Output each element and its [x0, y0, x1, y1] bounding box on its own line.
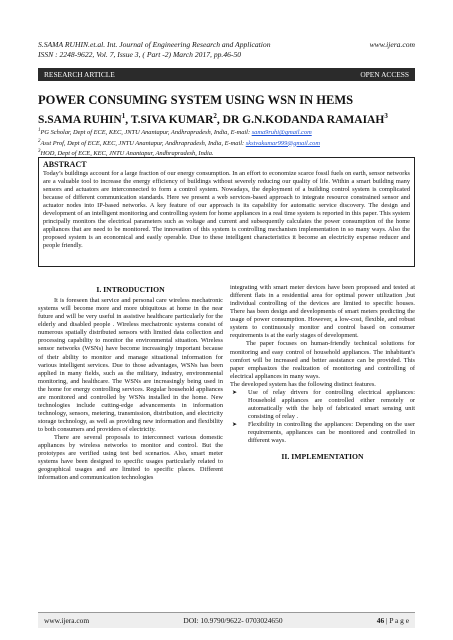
footer-site[interactable]: www.ijera.com [44, 616, 90, 625]
introduction-heading: I. INTRODUCTION [96, 285, 165, 294]
author-sup: 3 [384, 112, 388, 120]
feature-list [230, 389, 415, 445]
implementation-heading: II. IMPLEMENTATION [281, 452, 364, 462]
author-sup: 1 [121, 112, 126, 120]
page-label: | P a g e [384, 616, 409, 625]
paragraph: The developed system has the following distinct features. [230, 380, 376, 388]
author-sep: , [216, 113, 223, 126]
doi-text[interactable]: DOI: 10.9790/9622- 0703024650 [183, 616, 283, 625]
list-item-text: Use of relay drivers for controlling electrical appliances: Household appliances are controlled either remotely or automatically with the help of fabricated smart sensing unit consisting of relay . [248, 388, 415, 420]
abstract-box [38, 157, 415, 267]
research-article-label: RESEARCH ARTICLE [44, 70, 115, 79]
abstract-text: Today’s buildings account for a large fraction of our energy consumption. In an effort to economize scarce fossil fuels on earth, sensor networks are a valuable tool to increase the energy efficiency of buildings without severely reducing our quality of life. Within a smart building many sensors and actuators are interconnected to form a control system. Nowadays, the deployment of a building control system is complicated because of different communication standards. Here we present a web services-based approach to integrate resource constrained sensor and actuator nodes into IP-based networks. A key feature of our approach is its capability for automatic service discovery. The design and development of an intelligent monitoring and controlling system for home appliances in a real time system is reported in this paper. This system principally monitors the electrical parameters such as voltage and current and subsequently calculates the power consumption of the home appliances that are need to be monitored. The innovation of this system is controlling mechanism implementation in so many ways. Also the proposed system is an economical and easily operable. Due to these intelligent characteristics it become an electricity expense reducer and people friendly. [43, 170, 410, 250]
paper-title: POWER CONSUMING SYSTEM USING WSN IN HEMS [38, 93, 354, 107]
affiliation-sup: 1 [38, 128, 41, 133]
arrow-right-icon: ➤ [232, 421, 238, 429]
author-name: S.SAMA RUHIN [38, 113, 122, 126]
citation-text: S.SAMA RUHIN.et.al. Int. Journal of Engineering Research and Application [38, 40, 271, 49]
page-number: 46 [376, 616, 385, 625]
paragraph: It is foreseen that service and personal care wireless mechatronic systems will become more and more ubiquitous at home in the near future and will be very useful in assistive healthcare particularly for the elderly and disabled people . Wireless mechatronic systems consist of numerous spatially distributed sensors with limited data collection and processing capability to monitor the environmental situation. Wireless sensor networks (WSNs) have become increasingly important because of their ability to monitor and manage situational information for various intelligent services. Due to those advantages, WSNs has been applied in many fields, such as the military, industry, environmental monitoring, and healthcare. The WSNs are increasingly being used in the home for energy controlling services. Regular household appliances are monitored and controlled by WSNs installed in the home. New technologies include cutting-edge advancements in information technology, sensors, metering, transmission, distribution, and electricity storage technology, as well as providing new information and flexibility to both consumers and providers of electricity. [38, 297, 223, 434]
arrow-right-icon: ➤ [232, 388, 238, 396]
author-sep: , [125, 113, 131, 126]
paragraph: There are several proposals to interconnect various domestic appliances by wireless networks to monitor and control. But the prototypes are verified using test bed scenarios. Also, smart meter systems have been designed to specific usages particularly related to geographical usages and are limited to specific places. Different information and communication technologies [38, 434, 223, 482]
author-name: T.SIVA KUMAR [130, 113, 214, 126]
author-sup: 2 [213, 112, 217, 120]
author-list [38, 112, 388, 126]
affiliations [38, 127, 415, 159]
right-column [230, 284, 415, 464]
paragraph: The paper focuses on human-friendly technical solutions for monitoring and easy control of household appliances. The inhabitant’s comfort will be increased and better assistance can be provided. This paper emphasizes the realization of monitoring and controlling of electrical appliances in many ways. [230, 340, 415, 380]
running-header [38, 40, 415, 60]
affiliation-text: Asst Prof, Dept of ECE, KEC, JNTU Anantapur, Andhrapradesh, India, E-mail: [40, 139, 246, 147]
list-item [230, 389, 415, 421]
left-column [38, 284, 223, 483]
abstract-label: ABSTRACT [43, 160, 87, 169]
affiliation-text: PG Scholar, Dept of ECE, KEC, JNTU Anantapur, Andhrapradesh, India, E-mail: [40, 129, 252, 137]
open-access-label: OPEN ACCESS [360, 70, 409, 79]
journal-site[interactable]: www.ijera.com [369, 40, 415, 49]
list-item-text: Flexibility in controlling the appliances: Depending on the user requirements, appliances can be monitored and controlled in different ways. [248, 421, 415, 445]
list-item [230, 421, 415, 445]
article-banner [38, 68, 415, 81]
affiliation-sup: 3 [38, 149, 41, 155]
page-indicator [377, 616, 409, 625]
issn-text: ISSN : 2248-9622, Vol. 7, Issue 3, ( Part -2) March 2017, pp.46-50 [38, 50, 242, 59]
affiliation-line [38, 127, 415, 138]
author-name: DR G.N.KODANDA RAMAIAH [222, 113, 385, 126]
affiliation-line [38, 138, 415, 149]
email-link[interactable]: skstvakumar999@gmail.com [245, 139, 320, 147]
affiliation-sup: 2 [38, 138, 41, 144]
email-link[interactable]: sama9ruhi@gmail.com [251, 129, 312, 137]
paragraph: integrating with smart meter devices have been proposed and tested at different flats in a residential area for optimal power utilization ,but individual controlling of the devices are limited to specific houses. There has been design and developments of smart meters predicting the usage of power consumption. However, a low-cost, flexible, and robust system to continuously monitor and control based on consumer requirements is at the early stages of development. [230, 284, 415, 340]
page-footer [38, 612, 415, 628]
affiliation-text: HOD, Dept of ECE, KEC, JNTU Anantapur, Andhrapradesh, India. [40, 150, 214, 158]
